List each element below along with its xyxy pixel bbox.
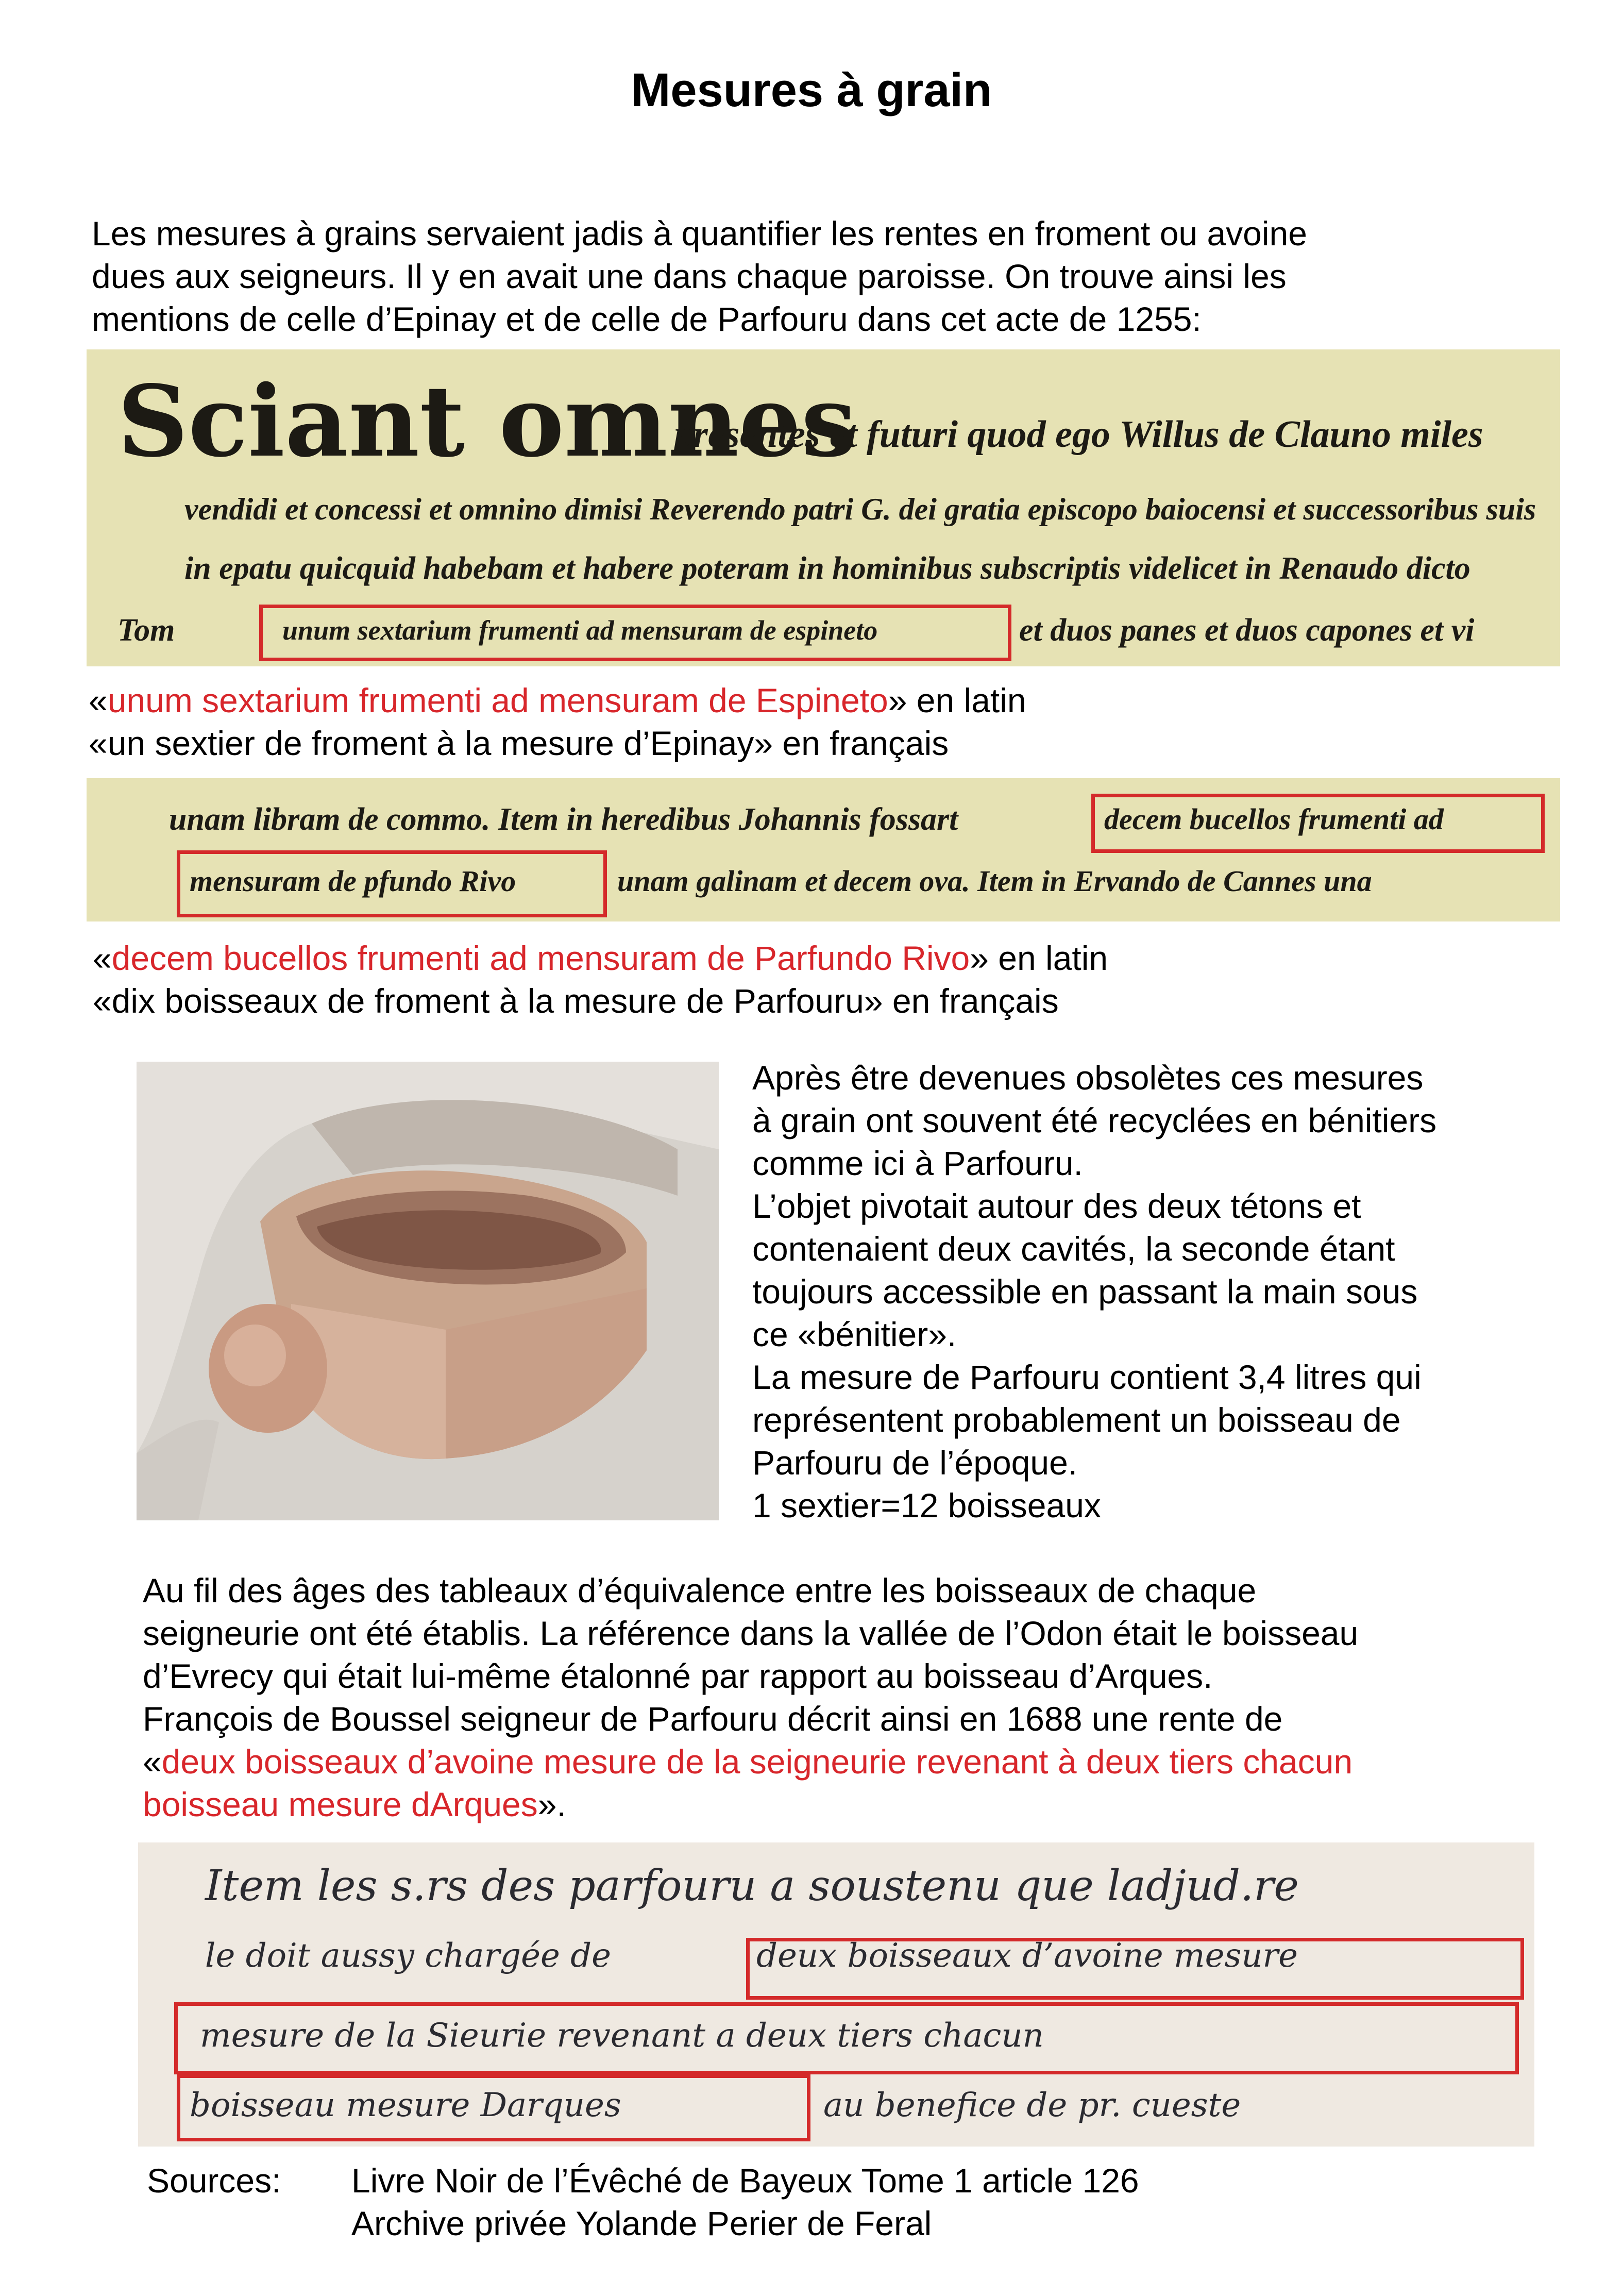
intro-line-2: dues aux seigneurs. Il y en avait une dans chaque paroisse. On trouve ainsi les [92,257,1287,295]
manuscript-line-3: in epatu quicquid habebam et habere poteram in hominibus subscriptis videlicet in Renaudo dicto [184,551,1470,586]
manuscript2-line-2-highlight: mensuram de pfundo Rivo [190,864,516,898]
rent-quote-red: boisseau mesure dArques [143,1785,538,1823]
handwriting-line-4-rest: au benefice de pr. cueste [823,2086,1241,2124]
quote-espinay [89,679,1531,765]
quote-french-parfouru: «dix boisseaux de froment à la mesure de Parfouru» en français [93,982,1059,1020]
highlight-box-mesure-sieurie [174,2002,1519,2074]
side-text-line: Après être devenues obsolètes ces mesures [752,1059,1424,1097]
history-line-3: d’Evrecy qui était lui-même étalonné par rapport au boisseau d’Arques. [143,1657,1213,1695]
handwriting-line-2-start: le doit aussy chargée de [205,1937,611,1975]
history-line-2: seigneurie ont été établis. La référence dans la vallée de l’Odon était le boisseau [143,1614,1359,1652]
quote-french-epinay: «un sextier de froment à la mesure d’Epinay» en français [89,724,949,762]
side-text-line: contenaient deux cavités, la seconde étant [752,1230,1395,1268]
history-line-6: boisseau mesure dArques». [143,1785,566,1823]
latin-phrase-red: unum sextarium frumenti ad mensuram de Espineto [107,681,888,719]
stone-measure-illustration [137,1062,719,1520]
sources-list [351,2159,1536,2245]
highlight-box-parfundo-rivo [177,850,607,917]
manuscript-initial: Sciant omnes [117,364,856,479]
manuscript-scan-parfouru [87,778,1560,921]
manuscript-line-4-rest: et duos panes et duos capones et vi [1019,613,1475,648]
side-text-line: Parfouru de l’époque. [752,1444,1078,1482]
side-text-line: toujours accessible en passant la main sous [752,1272,1418,1311]
rent-quote-red: deux boisseaux d’avoine mesure de la seigneurie revenant à deux tiers chacun [161,1742,1353,1781]
highlight-box-decem-bucellos [1091,794,1545,853]
history-line-5: «deux boisseaux d’avoine mesure de la seigneurie revenant à deux tiers chacun [143,1742,1353,1781]
side-text-line: comme ici à Parfouru. [752,1144,1083,1182]
quote-latin-parfundo: «decem bucellos frumenti ad mensuram de Parfundo Rivo» en latin [93,939,1108,977]
quote-parfouru [93,937,1535,1023]
manuscript-scan-1255 [87,349,1560,666]
manuscript-line-4-prefix: Tom [117,613,175,648]
history-line-1: Au fil des âges des tableaux d’équivalence entre les boisseaux de chaque [143,1571,1257,1610]
sources-label: Sources: [147,2161,281,2200]
page-title: Mesures à grain [631,64,992,116]
manuscript-line-1: presentes et futuri quod ego Willus de Clauno miles [674,413,1483,456]
manuscript2-line-2-rest: unam galinam et decem ova. Item in Ervando de Cannes una [617,864,1372,898]
side-text-line: à grain ont souvent été recyclées en bénitiers [752,1101,1437,1139]
manuscript2-line-1-start: unam libram de commo. Item in heredibus Johannis fossart [169,802,958,837]
side-text-line: ce «bénitier». [752,1315,957,1353]
handwriting-line-4-highlight: boisseau mesure Darques [190,2086,621,2124]
manuscript2-line-1-highlight: decem bucellos frumenti ad [1104,802,1444,836]
handwriting-line-2-highlight: deux boisseaux d’avoine mesure [756,1937,1298,1975]
highlight-box-espineto [259,605,1011,661]
manuscript-line-4-highlight: unum sextarium frumenti ad mensuram de espineto [282,615,878,646]
quote-latin-espineto: «unum sextarium frumenti ad mensuram de Espineto» en latin [89,681,1026,719]
latin-phrase-red: decem bucellos frumenti ad mensuram de Parfundo Rivo [111,939,970,977]
manuscript-line-2: vendidi et concessi et omnino dimisi Reverendo patri G. dei gratia episcopo baiocensi et successoribus suis [184,492,1536,526]
side-text-line: 1 sextier=12 boisseaux [752,1486,1101,1524]
source-livre-noir: Livre Noir de l’Évêché de Bayeux Tome 1 article 126 [351,2161,1139,2200]
handwritten-document-1688 [138,1842,1534,2147]
history-line-4: François de Boussel seigneur de Parfouru décrit ainsi en 1688 une rente de [143,1700,1283,1738]
side-text-line: représentent probablement un boisseau de [752,1401,1401,1439]
benitier-photo [137,1062,719,1520]
highlight-box-deux-boisseaux [746,1938,1524,2000]
history-paragraph [143,1569,1596,1826]
side-text-line: La mesure de Parfouru contient 3,4 litres qui [752,1358,1422,1396]
highlight-box-mesure-darques [177,2074,810,2141]
handwriting-line-1: Item les s.rs des parfouru a soustenu que ladjud.re [205,1862,1299,1910]
handwriting-line-3-highlight: mesure de la Sieurie revenant a deux tiers chacun [200,2017,1044,2055]
side-text-line: L’objet pivotait autour des deux tétons et [752,1187,1361,1225]
source-archive-privee: Archive privée Yolande Perier de Feral [351,2204,932,2242]
intro-paragraph [92,212,1534,341]
intro-line-1: Les mesures à grains servaient jadis à quantifier les rentes en froment ou avoine [92,214,1307,253]
benitier-description [752,1057,1577,1527]
intro-line-3: mentions de celle d’Epinay et de celle de Parfouru dans cet acte de 1255: [92,300,1202,338]
